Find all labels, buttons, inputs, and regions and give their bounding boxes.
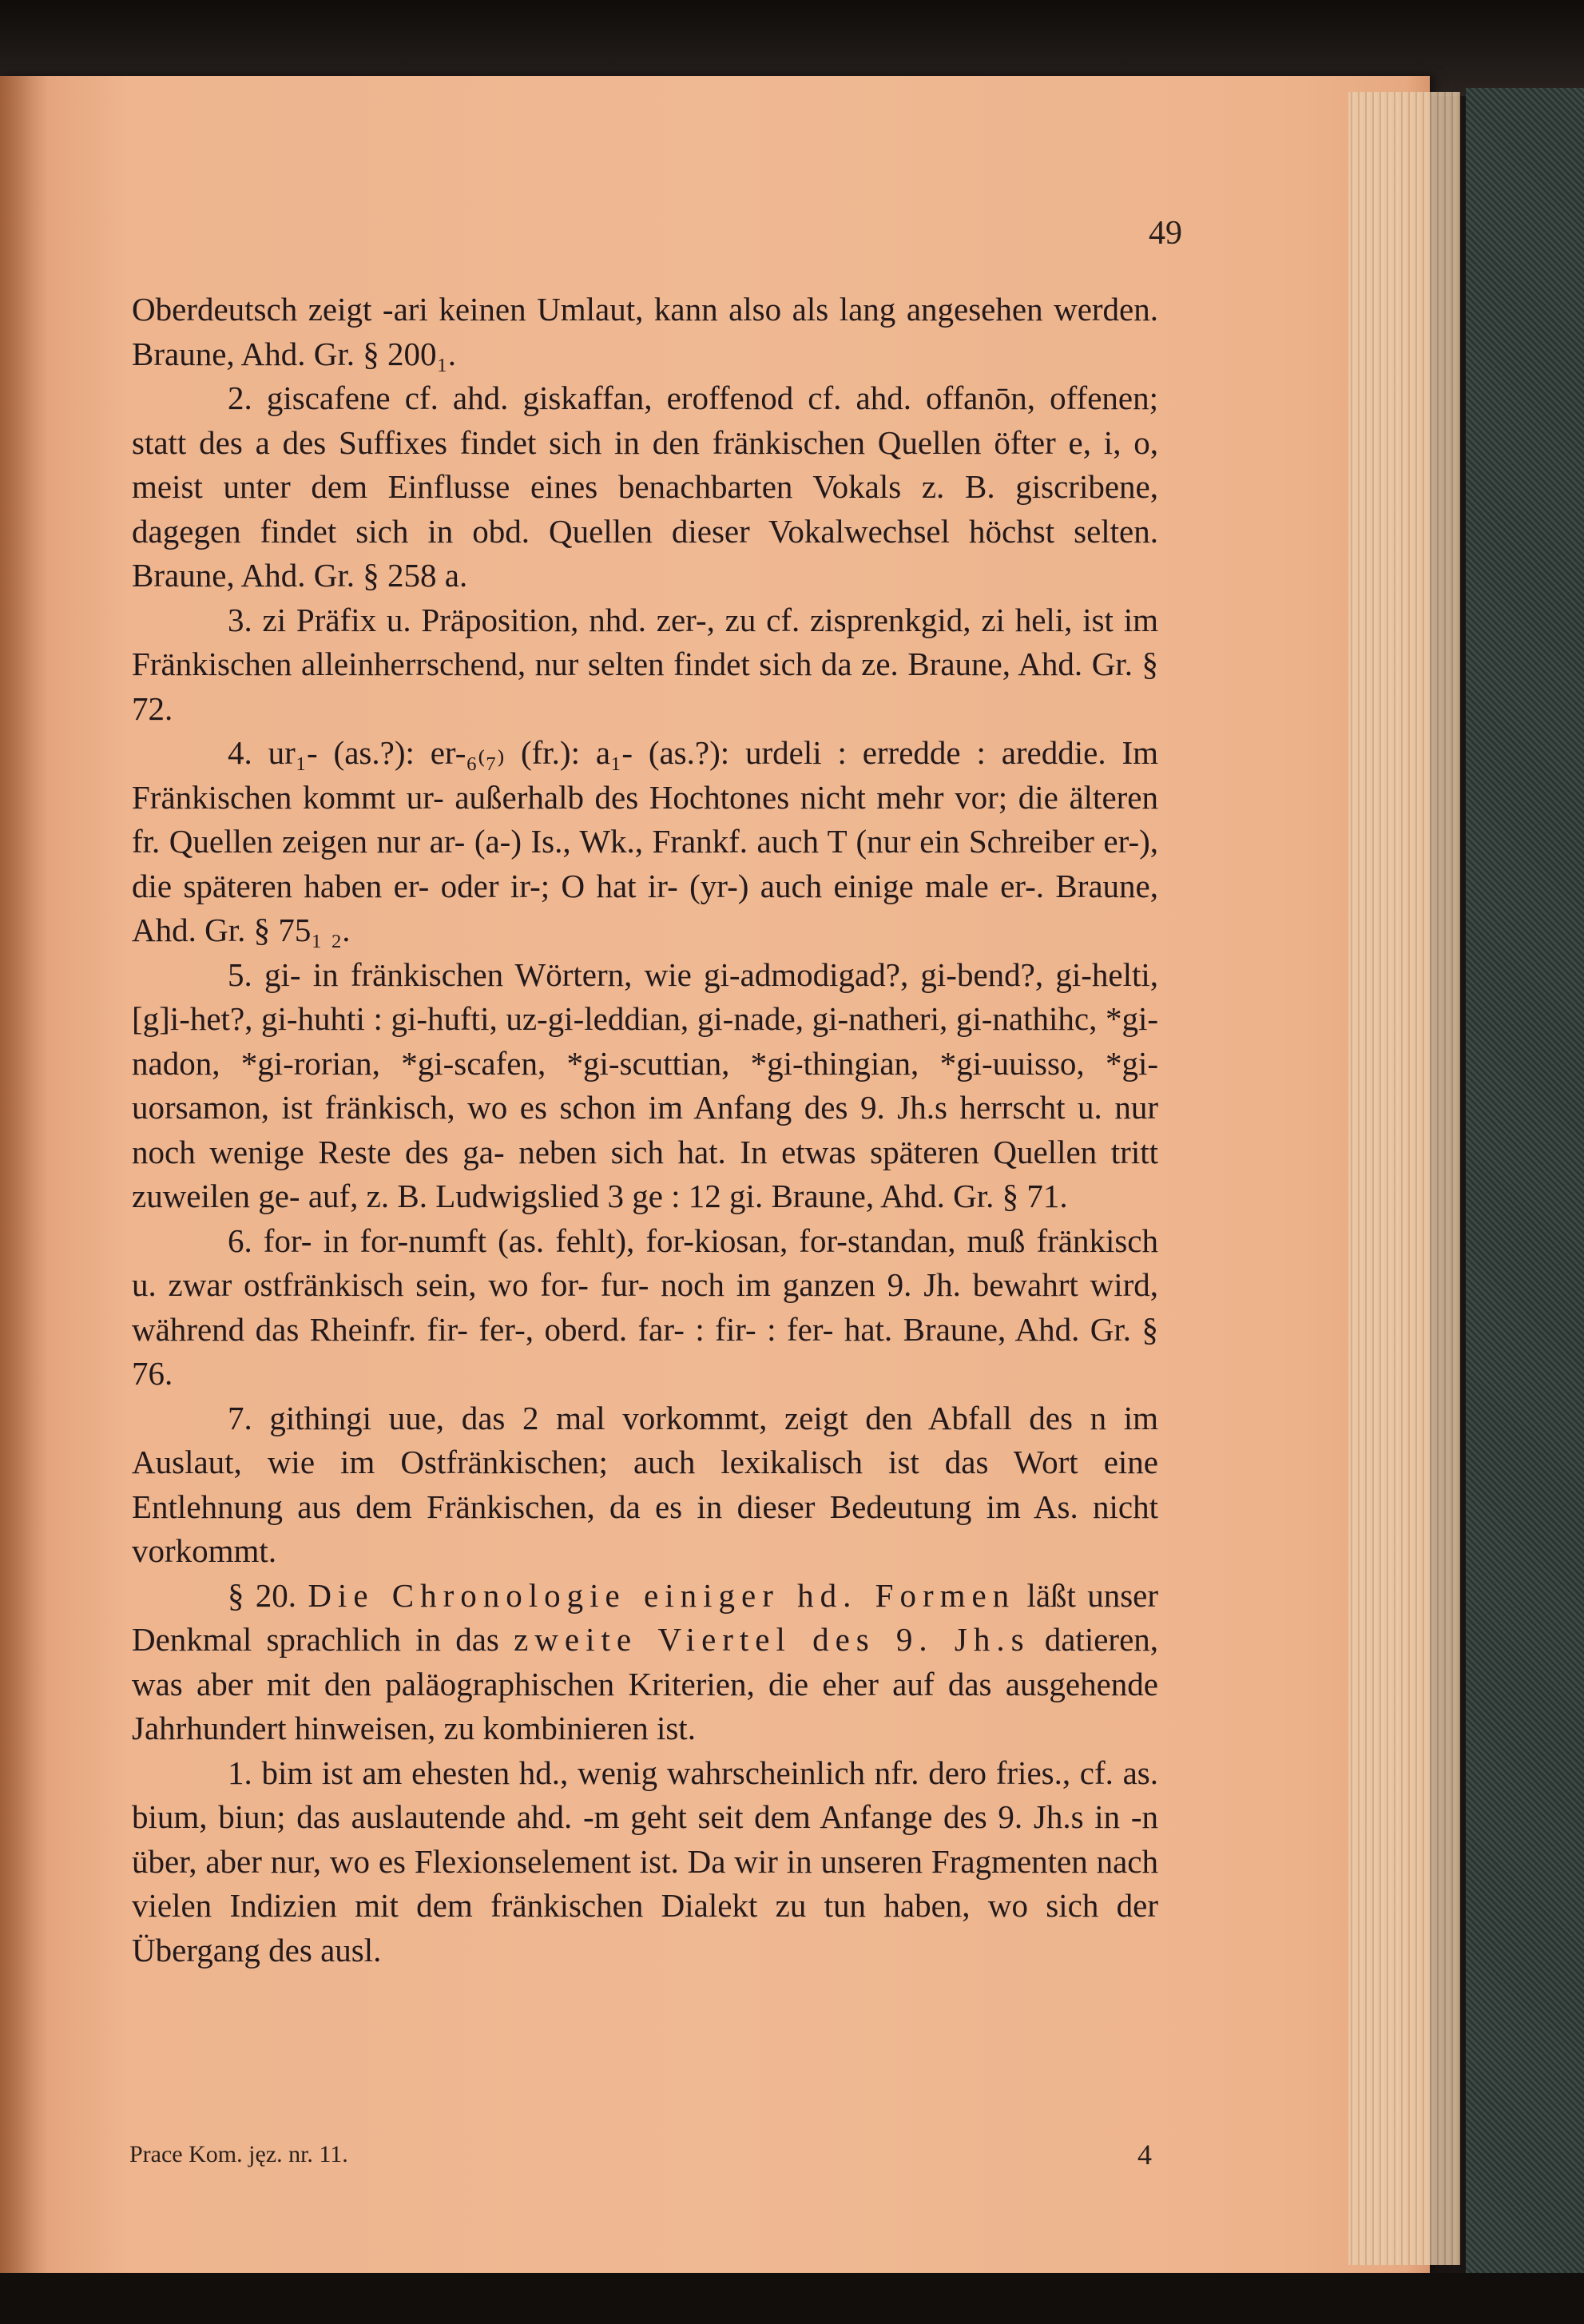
footer-signature-mark: 4 [1137, 2139, 1152, 2171]
footer-series-label: Prace Kom. jęz. nr. 11. [129, 2141, 348, 2167]
section-20-text-1: läßt unser Denkmal sprachlich in das [132, 1576, 1159, 1658]
paragraph-1: 2. giscafene cf. ahd. giskaffan, eroffenod cf. ahd. offanōn, offenen; statt des a des Suffixes findet sich in den fränkischen Quellen öfter e, i, o, meist unter dem Einflusse eines benachbarten Vokals z. B. giscribene, dagegen findet sich in obd. Quellen dieser Vokalwechsel höchst selten. Braune, Ahd. Gr. § 258 a. [132, 379, 1158, 594]
section-20-number: § 20. [228, 1576, 297, 1614]
paragraph-last: 1. bim ist am ehesten hd., wenig wahrscheinlich nfr. dero fries., cf. as. bium, biun; das auslautende ahd. -m geht seit dem Anfange des 9. Jh.s in -n über, aber nur, wo es Flexionselement ist. Da wir in unseren Fragmenten nach vielen Indizien mit dem fränkischen Dialekt zu tun haben, wo sich der Übergang des ausl. [132, 1754, 1158, 1968]
paragraph-6: 7. githingi uue, das 2 mal vorkommt, zeigt den Abfall des n im Auslaut, wie im Ostfränkischen; auch lexikalisch ist das Wort eine Entlehnung aus dem Fränkischen, da es in dieser Bedeutung im As. nicht vorkommt. [132, 1399, 1158, 1569]
section-20-title: Die Chronologie einiger hd. Formen [308, 1576, 1016, 1614]
page-footer [129, 2141, 1160, 2173]
page-stack-edge [1348, 92, 1460, 2265]
section-20-spaced-phrase: zweite Viertel des 9. Jh.s [514, 1621, 1030, 1658]
paragraph-5: 6. for- in for-numft (as. fehlt), for-kiosan, for-standan, muß fränkisch u. zwar ostfränkisch sein, wo for- fur- noch im ganzen 9. Jh. bewahrt wird, während das Rheinfr. fir- fer-, oberd. far- : fir- : fer- hat. Braune, Ahd. Gr. § 76. [132, 1222, 1158, 1392]
paragraph-0: Oberdeutsch zeigt -ari keinen Umlaut, kann also als lang angesehen werden. Braune, Ahd. Gr. § 200₁. [132, 291, 1158, 372]
page-number: 49 [1149, 215, 1182, 252]
book-cloth-spine [1466, 88, 1584, 2293]
paragraph-3: 4. ur₁- (as.?): er-₆₍₇₎ (fr.): a₁- (as.?): urdeli : erredde : areddie. Im Fränkischen kommt ur- außerhalb des Hochtones nicht mehr vor; die älteren fr. Quellen zeigen nur ar- (a-) Is., Wk., Frankf. auch T (nur ein Schreiber er-), die späteren haben er- oder ir-; O hat ir- (yr-) auch einige male er-. Braune, Ahd. Gr. § 75₁ ₂. [132, 734, 1158, 948]
section-20-text-2: datieren, was aber mit den paläographischen Kriterien, die eher auf das ausgehende Jahrhundert hinweisen, zu kombinieren ist. [132, 1621, 1159, 1746]
body-text [132, 288, 1158, 1972]
section-20-paragraph [132, 1574, 1158, 1751]
gutter-shadow [0, 76, 48, 2273]
paragraph-4: 5. gi- in fränkischen Wörtern, wie gi-admodigad?, gi-bend?, gi-helti, [g]i-het?, gi-huhti : gi-hufti, uz-gi-leddian, gi-nade, gi-natheri, gi-nathihc, *gi-nadon, *gi-rorian, *gi-scafen, *gi-scuttian, *gi-thingian, *gi-uuisso, *gi-uorsamon, ist fränkisch, wo es schon im Anfang des 9. Jh.s herrscht u. nur noch wenige Reste des ga- neben sich hat. In etwas späteren Quellen tritt zuweilen ge- auf, z. B. Ludwigslied 3 ge : 12 gi. Braune, Ahd. Gr. § 71. [132, 955, 1158, 1214]
book-bottom-edge [0, 2273, 1584, 2324]
paragraph-2: 3. zi Präfix u. Präposition, nhd. zer-, zu cf. zisprenkgid, zi heli, ist im Fränkischen alleinherrschend, nur selten findet sich da ze. Braune, Ahd. Gr. § 72. [132, 601, 1158, 727]
